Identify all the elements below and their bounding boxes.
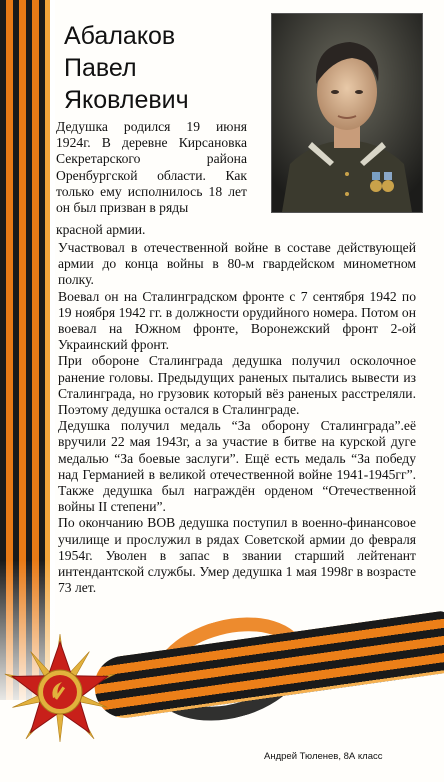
portrait-photo bbox=[271, 13, 423, 213]
ribbon-fade bbox=[0, 0, 55, 700]
intro-tail: красной армии. bbox=[56, 222, 146, 237]
title-patronymic: Яковлевич bbox=[64, 86, 189, 114]
biography-body bbox=[58, 240, 416, 596]
portrait-image bbox=[272, 14, 422, 212]
order-patriotic-war-icon bbox=[0, 630, 120, 750]
paragraph-2: Воевал он на Сталинградском фронте с 7 сентября 1942 по 19 ноября 1942 гг. в должности орудийного номера. Потом он воевал на Южном фронте, Воронежский фронт 2-ой Украинский фронт. bbox=[58, 288, 416, 353]
page-title bbox=[64, 20, 264, 116]
paragraph-1: Участвовал в отечественной войне в составе действующей армии до конца войны в 80-м гвардейском минометном полку. bbox=[58, 240, 416, 288]
author-credit: Андрей Тюленев, 8А класс bbox=[264, 751, 383, 762]
title-surname: Абалаков bbox=[64, 22, 176, 50]
paragraph-3: При обороне Сталинграда дедушка получил осколочное ранение головы. Предыдущих раненых пытались вывести из Сталинграда, но грузовик который вёз раненых расстреляли. Поэтому дедушка остался в Сталинграде. bbox=[58, 353, 416, 418]
title-name: Павел bbox=[64, 54, 137, 82]
paragraph-5: По окончанию ВОВ дедушка поступил в военно-финансовое училище и прослужил в рядах Советской армии до февраля 1954г. Уволен в запас в звании старший лейтенант интендантской службы. Умер дедушка 1 мая 1998г в возрасте 73 лет. bbox=[58, 515, 416, 596]
intro-text: Дедушка родился 19 июня 1924г. В деревне Кирсановка Секретарского района Оренбургской области. Как только ему исполнилось 18 лет он был призван в ряды bbox=[56, 119, 247, 216]
paragraph-4: Дедушка получил медаль “За оборону Сталинграда”.её вручили 22 мая 1943г, а за участие в битве на курской дуге медалью “За боевые заслуги”. Ещё есть медаль “За победу над Германией в великой отечественной войне 1941-1945гг”. Также дедушка был награждён орденом “Отечественной войны II степени”. bbox=[58, 418, 416, 515]
